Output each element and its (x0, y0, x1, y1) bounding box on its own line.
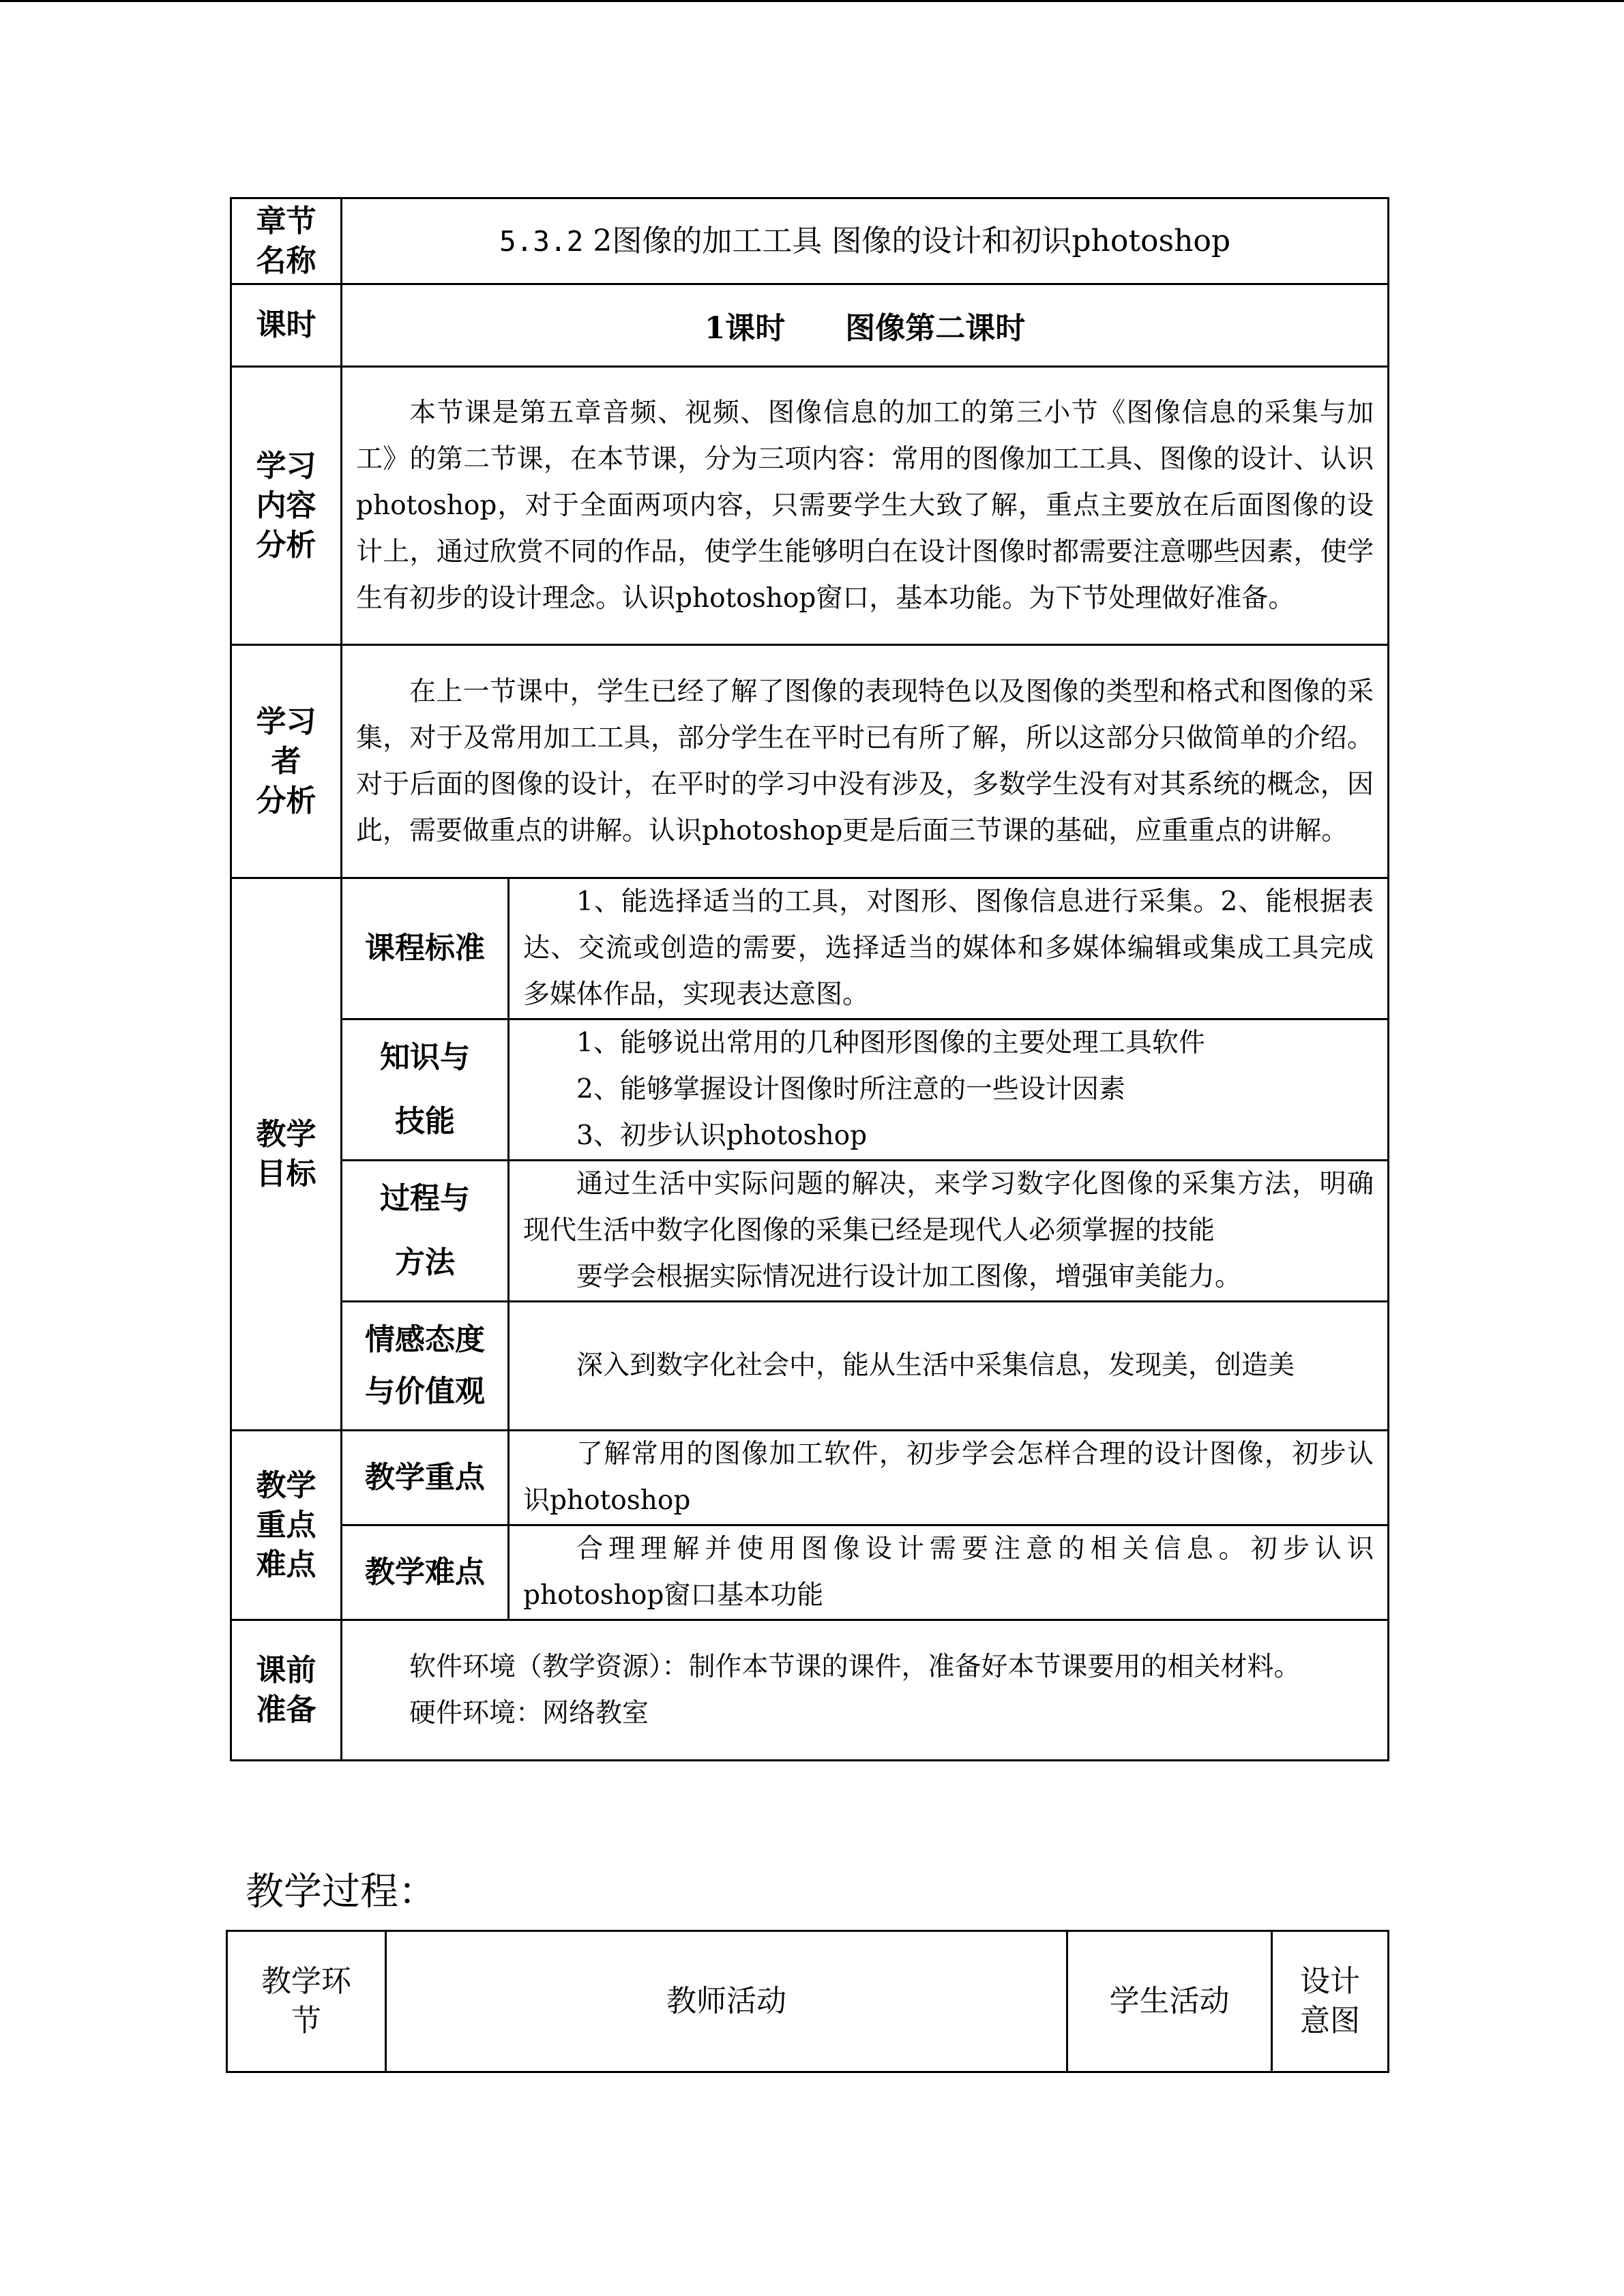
focus-label: 教学重点 (342, 1431, 509, 1525)
process-header-row (227, 1931, 1389, 2072)
knowledge-label: 知识与 技能 (342, 1019, 509, 1161)
chapter-title (342, 198, 1389, 284)
process-method-line: 要学会根据实际情况进行设计加工图像，增强审美能力。 (576, 1262, 1242, 1292)
attitude-text: 深入到数字化社会中，能从生活中采集信息，发现美，创造美 (576, 1350, 1295, 1381)
attitude-label: 情感态度 与价值观 (342, 1302, 509, 1431)
content-analysis-cell (342, 367, 1389, 645)
process-method-cell (509, 1161, 1389, 1302)
row-key-difficulty (231, 1525, 1389, 1620)
row-objective-process (231, 1161, 1389, 1302)
chapter-label: 章节 名称 (231, 198, 342, 284)
chapter-number: 5.3.2 (499, 224, 584, 258)
knowledge-line: 2、能够掌握设计图像时所注意的一些设计因素 (576, 1074, 1125, 1105)
row-learner-analysis (231, 645, 1389, 878)
row-chapter (231, 198, 1389, 284)
knowledge-line: 1、能够说出常用的几种图形图像的主要处理工具软件 (576, 1028, 1205, 1058)
standard-cell (509, 878, 1389, 1019)
page-top-border (0, 0, 1624, 2)
row-objective-attitude (231, 1302, 1389, 1431)
knowledge-cell (509, 1019, 1389, 1161)
objectives-label: 教学 目标 (231, 878, 342, 1431)
preparation-hardware: 硬件环境：网络教室 (409, 1697, 649, 1729)
header-design-intent: 设计 意图 (1272, 1931, 1389, 2072)
standard-text: 1、能选择适当的工具，对图形、图像信息进行采集。2、能根据表达、交流或创造的需要，选择适当的媒体和多媒体编辑或集成工具完成多媒体作品，实现表达意图。 (523, 886, 1374, 1010)
row-content-analysis (231, 367, 1389, 645)
focus-text: 了解常用的图像加工软件，初步学会怎样合理的设计图像，初步认识photoshop (523, 1439, 1374, 1516)
preparation-software: 软件环境（教学资源）：制作本节课的课件，准备好本节课要用的相关材料。 (409, 1651, 1301, 1682)
attitude-cell (509, 1302, 1389, 1431)
hours-value: 1课时 图像第二课时 (342, 284, 1389, 367)
difficulty-text: 合理理解并使用图像设计需要注意的相关信息。初步认识photoshop窗口基本功能 (523, 1534, 1374, 1611)
standard-label: 课程标准 (342, 878, 509, 1019)
header-stage: 教学环 节 (227, 1931, 386, 2072)
learner-analysis-label: 学习 者 分析 (231, 645, 342, 878)
lesson-info-table (230, 197, 1389, 1761)
row-preparation (231, 1620, 1389, 1761)
chapter-name: 2图像的加工工具 图像的设计和初识photoshop (583, 223, 1231, 258)
content-analysis-label: 学习 内容 分析 (231, 367, 342, 645)
content-analysis-text: 本节课是第五章音频、视频、图像信息的加工的第三小节《图像信息的采集与加工》的第二节课，在本节课，分为三项内容：常用的图像加工工具、图像的设计、认识photoshop，对于全面两项内容，只需要学生大致了解，重点主要放在后面图像的设计上，通过欣赏不同的作品，使学生能够明白在设计图像时都需要注意哪些因素，使学生有初步的设计理念。认识photoshop窗口，基本功能。为下节处理做好准备。 (356, 397, 1374, 614)
header-student-activity: 学生活动 (1067, 1931, 1272, 2072)
preparation-label: 课前 准备 (231, 1620, 342, 1761)
difficulty-cell (509, 1525, 1389, 1620)
focus-cell (509, 1431, 1389, 1525)
process-method-line: 通过生活中实际问题的解决，来学习数字化图像的采集方法，明确现代生活中数字化图像的采集已经是现代人必须掌握的技能 (523, 1169, 1374, 1246)
header-teacher-activity: 教师活动 (386, 1931, 1067, 2072)
knowledge-line: 3、初步认识photoshop (576, 1120, 868, 1151)
difficulty-label: 教学难点 (342, 1525, 509, 1620)
row-hours (231, 284, 1389, 367)
process-table (226, 1930, 1389, 2073)
process-heading: 教学过程： (246, 1870, 437, 1914)
learner-analysis-text: 在上一节课中，学生已经了解了图像的表现特色以及图像的类型和格式和图像的采集，对于及常用加工工具，部分学生在平时已有所了解，所以这部分只做简单的介绍。对于后面的图像的设计，在平时的学习中没有涉及，多数学生没有对其系统的概念，因此，需要做重点的讲解。认识photoshop更是后面三节课的基础，应重重点的讲解。 (356, 676, 1374, 846)
hours-label: 课时 (231, 284, 342, 367)
row-objective-standard (231, 878, 1389, 1019)
preparation-cell (342, 1620, 1389, 1761)
key-points-label: 教学 重点 难点 (231, 1431, 342, 1620)
learner-analysis-cell (342, 645, 1389, 878)
row-key-focus (231, 1431, 1389, 1525)
process-method-label: 过程与 方法 (342, 1161, 509, 1302)
row-objective-knowledge (231, 1019, 1389, 1161)
